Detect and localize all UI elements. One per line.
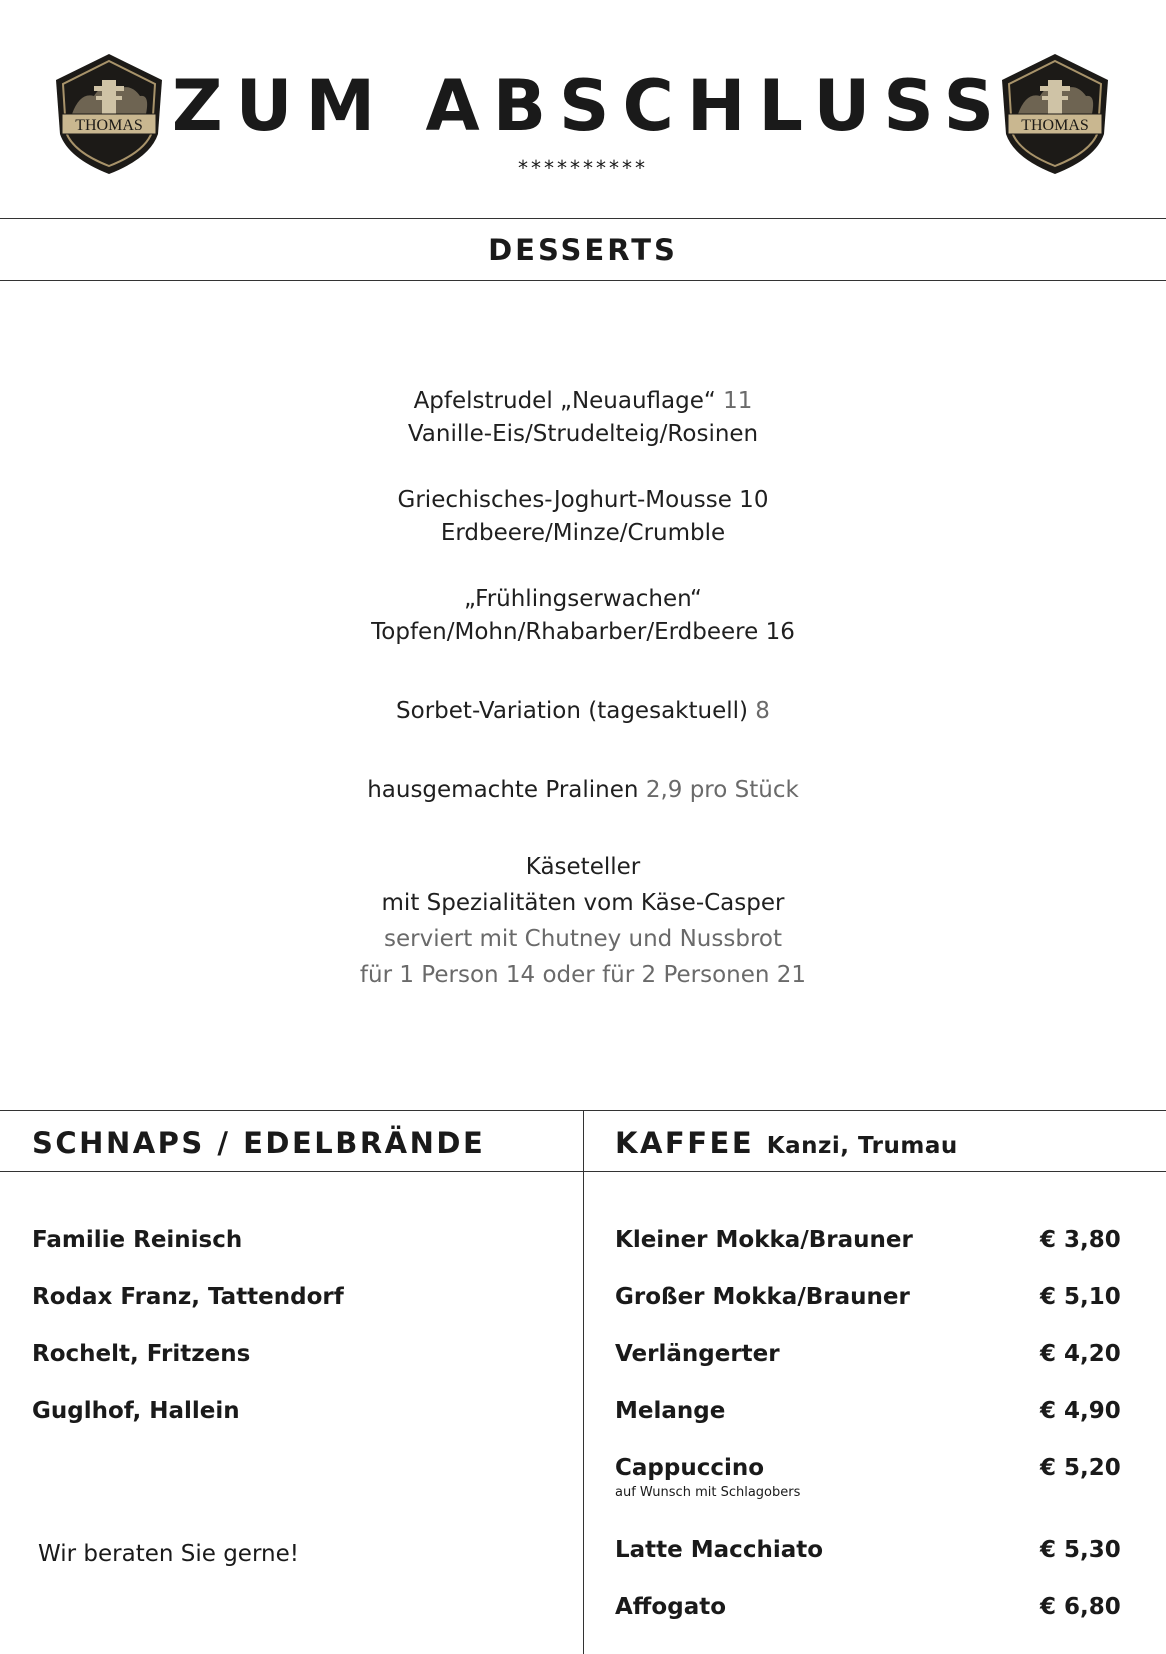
list-item: Verlängerter € 4,20: [615, 1338, 1115, 1395]
kaffee-list: [615, 1224, 1121, 1648]
dessert-item: Sorbet-Variation (tagesaktuell) 8: [396, 698, 770, 724]
list-item: Rodax Franz, Tattendorf: [32, 1284, 344, 1310]
price: € 6,80: [1040, 1594, 1121, 1620]
price: € 4,90: [1040, 1398, 1121, 1424]
list-item: Latte Macchiato € 5,30: [615, 1534, 1115, 1591]
dessert-item: „Frühlingserwachen“ Topfen/Mohn/Rhabarber/Erdbeere 16: [371, 586, 795, 645]
price: € 5,20: [1040, 1455, 1121, 1481]
dessert-item: hausgemachte Pralinen 2,9 pro Stück: [367, 777, 799, 803]
schnaps-title: SCHNAPS / EDELBRÄNDE: [32, 1126, 486, 1160]
dessert-item-kaeseteller: Käseteller mit Spezialitäten vom Käse-Casper serviert mit Chutney und Nussbrot für 1 Person 14 oder für 2 Personen 21: [359, 854, 807, 988]
price: € 5,10: [1040, 1284, 1121, 1310]
svg-text:THOMAS: THOMAS: [75, 117, 143, 134]
price: € 3,80: [1040, 1227, 1121, 1253]
list-item: Affogato € 6,80: [615, 1591, 1115, 1648]
list-item: Kleiner Mokka/Brauner € 3,80: [615, 1224, 1115, 1281]
list-item: Melange € 4,90: [615, 1395, 1115, 1452]
page-title: ZUM ABSCHLUSS: [171, 65, 1008, 147]
desserts-list: [0, 385, 1166, 1026]
list-item: Cappuccino € 5,20 auf Wunsch mit Schlagobers: [615, 1452, 1115, 1534]
divider: [0, 280, 1166, 281]
list-item: Rochelt, Fritzens: [32, 1341, 251, 1367]
svg-text:THOMAS: THOMAS: [1021, 117, 1089, 134]
price: € 4,20: [1040, 1341, 1121, 1367]
divider: [0, 218, 1166, 219]
schnaps-list: [32, 1224, 344, 1452]
item-note: auf Wunsch mit Schlagobers: [615, 1485, 801, 1500]
kaffee-title: KAFFEE Kanzi, Trumau: [615, 1126, 958, 1160]
advice-note: Wir beraten Sie gerne!: [38, 1541, 299, 1567]
column-divider: [583, 1110, 584, 1654]
list-item: Guglhof, Hallein: [32, 1398, 240, 1424]
price: € 5,30: [1040, 1537, 1121, 1563]
dessert-item: Apfelstrudel „Neuauflage“ 11 Vanille-Eis/Strudelteig/Rosinen: [407, 388, 759, 447]
title-stars: **********: [518, 156, 648, 180]
kaffee-subtitle: Kanzi, Trumau: [766, 1133, 958, 1159]
list-item: Großer Mokka/Brauner € 5,10: [615, 1281, 1115, 1338]
dessert-item: Griechisches-Joghurt-Mousse 10 Erdbeere/Minze/Crumble: [397, 487, 769, 546]
list-item: Familie Reinisch: [32, 1227, 243, 1253]
desserts-title: DESSERTS: [488, 233, 678, 267]
